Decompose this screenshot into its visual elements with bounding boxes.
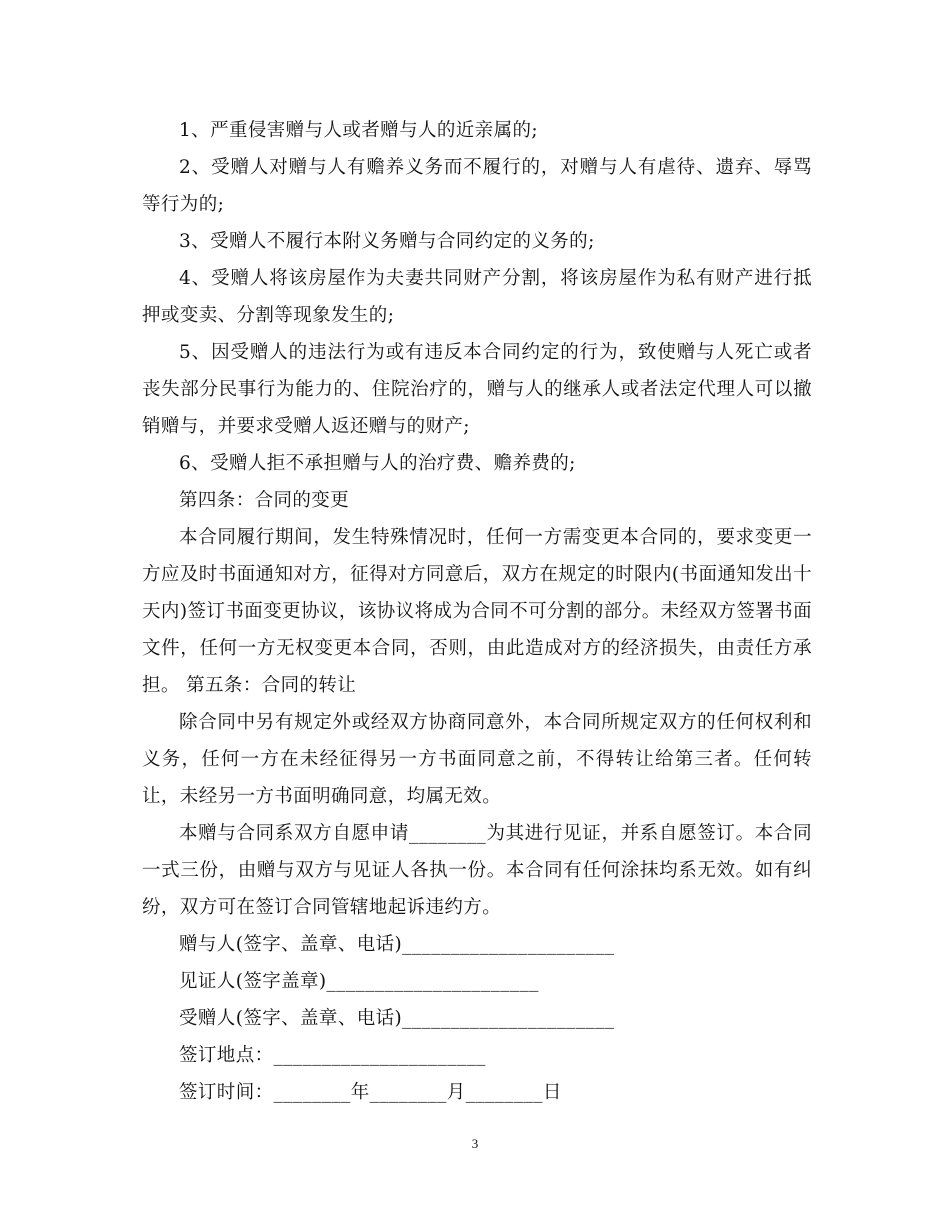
clause-item-5: 5、因受赠人的违法行为或有违反本合同约定的行为，致使赠与人死亡或者丧失部分民事行为能力的、住院治疗的，赠与人的继承人或者法定代理人可以撤销赠与，并要求受赠人返还赠与的财产;	[142, 342, 812, 437]
document-body	[142, 112, 812, 1111]
signing-place-line: 签订地点：______________________	[179, 1045, 486, 1066]
clause-item-2: 2、受赠人对赠与人有赡养义务而不履行的，对赠与人有虐待、遗弃、辱骂等行为的;	[142, 157, 812, 215]
donor-signature-line: 赠与人(签字、盖章、电话)______________________	[179, 934, 615, 955]
page-number: 3	[471, 1136, 479, 1151]
clause-item-6: 6、受赠人拒不承担赠与人的治疗费、赡养费的;	[179, 453, 576, 474]
clause-item-4: 4、受赠人将该房屋作为夫妻共同财产分割，将该房屋作为私有财产进行抵押或变卖、分割等现象发生的;	[142, 268, 812, 326]
section-heading-contract-change: 第四条：合同的变更	[179, 490, 350, 511]
clause-item-3: 3、受赠人不履行本附义务赠与合同约定的义务的;	[179, 231, 595, 252]
clause-item-1: 1、严重侵害赠与人或者赠与人的近亲属的;	[179, 120, 539, 141]
contract-change-paragraph: 本合同履行期间，发生特殊情况时，任何一方需变更本合同的，要求变更一方应及时书面通知对方，征得对方同意后，双方在规定的时限内(书面通知发出十天内)签订书面变更协议，该协议将成为合同不可分割的部分。未经双方签署书面文件，任何一方无权变更本合同，否则，由此造成对方的经济损失，由责任方承担。 第五条：合同的转让	[142, 527, 812, 696]
witness-clause-paragraph: 本赠与合同系双方自愿申请________为其进行见证，并系自愿签订。本合同一式三份，由赠与双方与见证人各执一份。本合同有任何涂抹均系无效。如有纠纷，双方可在签订合同管辖地起诉违约方。	[142, 823, 812, 918]
signing-date-line: 签订时间：________年________月________日	[179, 1082, 562, 1103]
witness-signature-line: 见证人(签字盖章)______________________	[179, 971, 539, 992]
donee-signature-line: 受赠人(签字、盖章、电话)______________________	[179, 1008, 615, 1029]
contract-transfer-paragraph: 除合同中另有规定外或经双方协商同意外，本合同所规定双方的任何权利和义务，任何一方在未经征得另一方书面同意之前，不得转让给第三者。任何转让，未经另一方书面明确同意，均属无效。	[142, 712, 812, 807]
